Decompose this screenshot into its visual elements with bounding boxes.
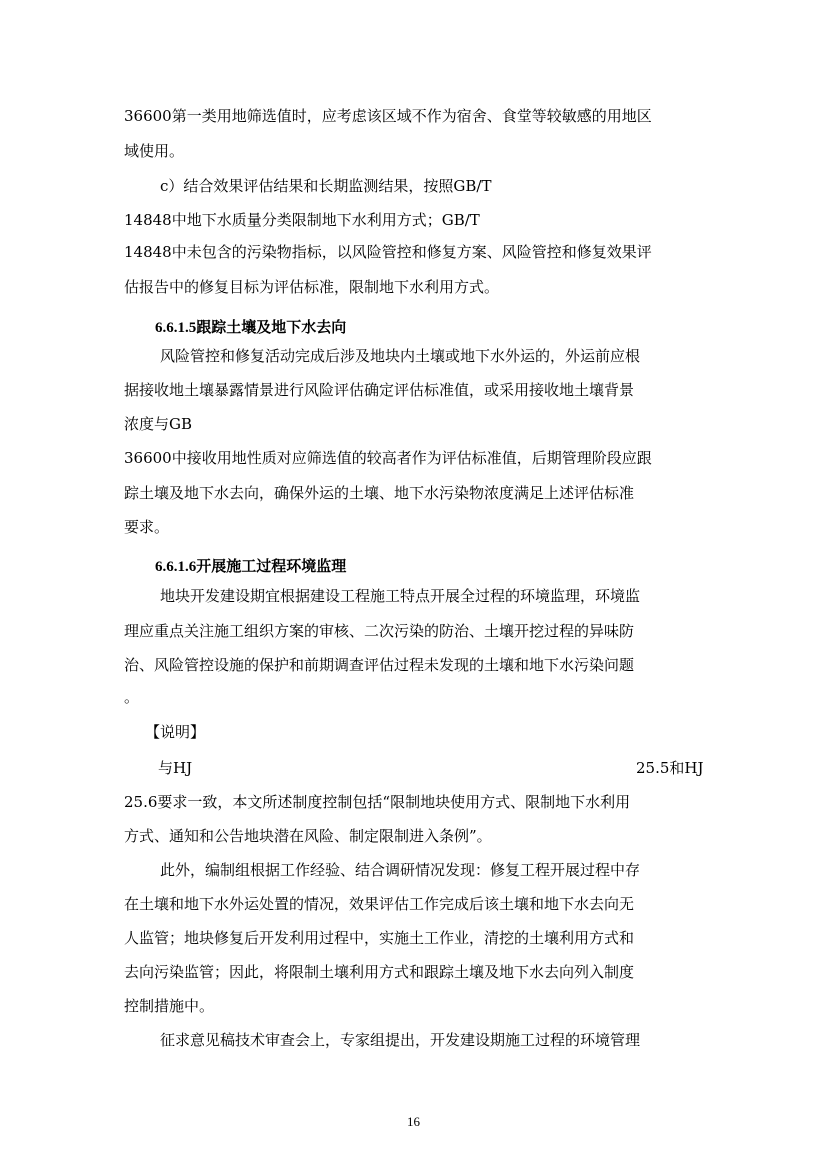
text-line: 踪土壤及地下水去向，确保外运的土壤、地下水污染物浓度满足上述评估标准 bbox=[124, 484, 635, 502]
section-heading bbox=[155, 556, 346, 577]
text-line: 方式、通知和公告地块潜在风险、制定限制进入条例”。 bbox=[124, 827, 492, 845]
section-title: 跟踪土壤及地下水去向 bbox=[196, 318, 347, 336]
text-line: 浓度与GB bbox=[124, 415, 193, 433]
text-line: 36600中接收用地性质对应筛选值的较高者作为评估标准值，后期管理阶段应跟 bbox=[124, 449, 652, 467]
text-line: 理应重点关注施工组织方案的审核、二次污染的防治、土壤开挖过程的异味防 bbox=[124, 622, 635, 640]
text-line: 地块开发建设期宜根据建设工程施工特点开展全过程的环境监理，环境监 bbox=[160, 587, 641, 605]
text-line: 36600第一类用地筛选值时，应考虑该区域不作为宿舍、食堂等较敏感的用地区 bbox=[124, 107, 652, 125]
text-line: 25.5和HJ bbox=[636, 759, 704, 777]
text-line: 控制措施中。 bbox=[124, 997, 215, 1015]
section-number: 6.6.1.6 bbox=[155, 559, 197, 575]
text-line: 25.6要求一致，本文所述制度控制包括“限制地块使用方式、限制地下水利用 bbox=[124, 793, 631, 811]
text-line: 14848中未包含的污染物指标，以风险管控和修复方案、风险管控和修复效果评 bbox=[124, 243, 652, 261]
text-line: 此外，编制组根据工作经验、结合调研情况发现：修复工程开展过程中存 bbox=[160, 861, 641, 879]
text-line: 去向污染监管；因此，将限制土壤利用方式和跟踪土壤及地下水去向列入制度 bbox=[124, 963, 635, 981]
text-line: 域使用。 bbox=[124, 142, 185, 160]
text-line: 治、风险管控设施的保护和前期调查评估过程未发现的土壤和地下水污染问题 bbox=[124, 656, 635, 674]
section-title: 开展施工过程环境监理 bbox=[196, 557, 347, 575]
text-line: 人监管；地块修复后开发利用过程中，实施土工作业，清挖的土壤利用方式和 bbox=[124, 929, 635, 947]
text-line: 。 bbox=[124, 688, 140, 706]
note-label: 【说明】 bbox=[145, 723, 206, 741]
page-number: 16 bbox=[407, 1114, 420, 1129]
text-line: 征求意见稿技术审查会上，专家组提出，开发建设期施工过程的环境管理 bbox=[160, 1031, 641, 1049]
section-heading bbox=[155, 317, 346, 338]
text-line: 14848中地下水质量分类限制地下水利用方式；GB/T bbox=[124, 211, 480, 229]
text-line: 与HJ bbox=[158, 759, 193, 777]
text-line: 要求。 bbox=[124, 518, 170, 536]
text-line: 估报告中的修复目标为评估标准，限制地下水利用方式。 bbox=[124, 278, 500, 296]
text-line: 风险管控和修复活动完成后涉及地块内土壤或地下水外运的，外运前应根 bbox=[160, 347, 641, 365]
text-line: 据接收地土壤暴露情景进行风险评估确定评估标准值，或采用接收地土壤背景 bbox=[124, 381, 635, 399]
section-number: 6.6.1.5 bbox=[155, 320, 197, 336]
text-line: 在土壤和地下水外运处置的情况，效果评估工作完成后该土壤和地下水去向无 bbox=[124, 895, 635, 913]
text-line: c）结合效果评估结果和长期监测结果，按照GB/T bbox=[160, 177, 492, 195]
